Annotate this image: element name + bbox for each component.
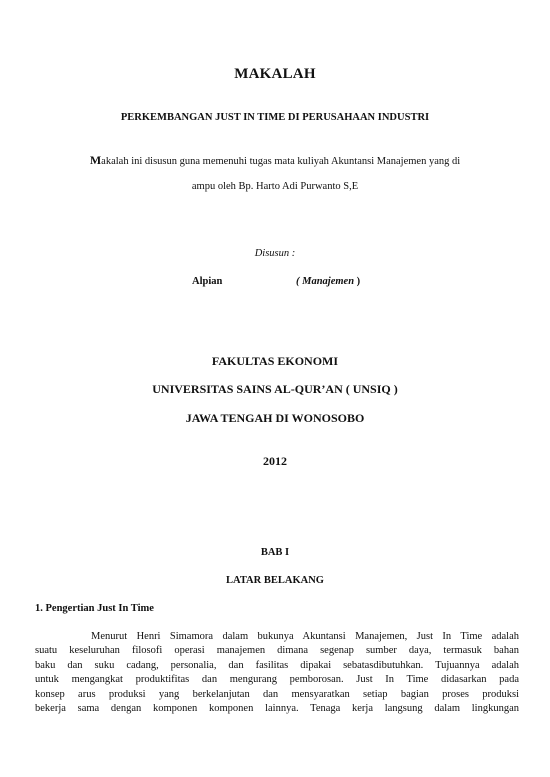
paragraph-line: untuk mengangkat produktifitas dan mengurang pemborosan. Just In Time didasarkan pada [35, 674, 519, 686]
purpose-initial: M [89, 153, 102, 167]
purpose-line-1-text: akalah ini disusun guna memenuhi tugas mata kuliyah Akuntansi Manajemen yang di [101, 156, 461, 167]
document-title: MAKALAH [234, 66, 316, 82]
paragraph-line: Menurut Henri Simamora dalam bukunya Akuntansi Manajemen, Just In Time adalah [91, 631, 519, 642]
faculty-name: FAKULTAS EKONOMI [211, 354, 339, 368]
author-dept-close: ) [354, 276, 361, 287]
paragraph-line: bekerja sama dengan komponen komponen lainnya. Tenaga kerja langsung dalam lingkungan [35, 702, 519, 714]
paragraph-line: konsep arus produksi yang berkelanjutan dan mensyaratkan setiap bagian proses produksi [35, 688, 519, 700]
disusun-label: Disusun : [254, 248, 296, 259]
document-subtitle: PERKEMBANGAN JUST IN TIME DI PERUSAHAAN INDUSTRI [120, 112, 430, 123]
university-name: UNIVERSITAS SAINS AL-QUR’AN ( UNSIQ ) [152, 382, 398, 396]
author-department [296, 276, 360, 287]
chapter-number: BAB I [260, 547, 290, 558]
paragraph-line: suatu keseluruhan filosofi operasi manajemen dimana segenap sumber daya, termasuk bahan [35, 645, 519, 657]
author-dept-name: Manajemen [302, 276, 355, 287]
location-name: JAWA TENGAH DI WONOSOBO [185, 411, 365, 425]
section-heading: 1. Pengertian Just In Time [35, 603, 154, 614]
body-paragraph [35, 630, 519, 716]
document-year: 2012 [263, 454, 287, 468]
author-name: Alpian [192, 276, 223, 287]
purpose-line-1 [0, 153, 550, 168]
purpose-line-2: ampu oleh Bp. Harto Adi Purwanto S,E [191, 181, 359, 192]
author-dept-open: ( [296, 276, 303, 287]
paragraph-line: baku dan suku cadang, personalia, dan fasilitas dipakai sebatasdibutuhkan. Tujuannya adalah [35, 659, 519, 671]
chapter-title: LATAR BELAKANG [226, 575, 324, 586]
